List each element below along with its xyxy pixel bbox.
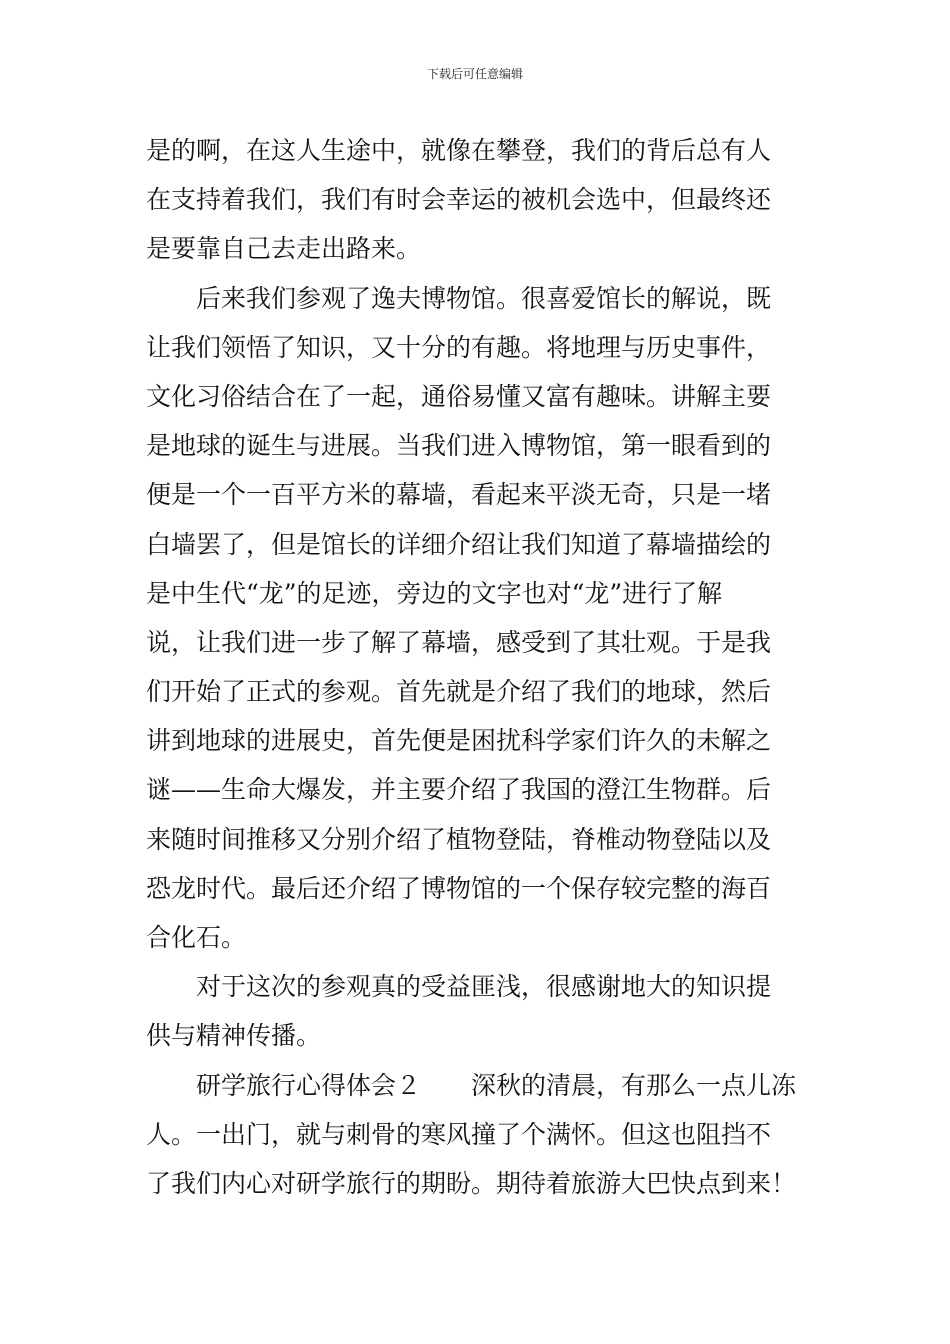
text-line: 讲到地球的进展史，首先便是困扰科学家们许久的未解之 [146,726,772,756]
text-line: 白墙罢了，但是馆长的详细介绍让我们知道了幕墙描绘的 [146,529,772,559]
text-line: 让我们领悟了知识，又十分的有趣。将地理与历史事件， [146,332,772,362]
text-line: 对于这次的参观真的受益匪浅，很感谢地大的知识提 [146,972,772,1002]
text-line: 谜——生命大爆发，并主要介绍了我国的澄江生物群。后 [146,775,772,805]
text-line: 是地球的诞生与进展。当我们进入博物馆，第一眼看到的 [146,431,772,461]
text-line: 恐龙时代。最后还介绍了博物馆的一个保存较完整的海百 [146,873,772,903]
document-body [146,126,808,1208]
text-line: 后来我们参观了逸夫博物馆。很喜爱馆长的解说，既 [146,283,772,313]
page-header: 下载后可任意编辑 [426,67,523,81]
text-line: 了我们内心对研学旅行的期盼。期待着旅游大巴快点到来！ [146,1168,797,1198]
text-line: 是中生代“龙”的足迹，旁边的文字也对“龙”进行了解 [146,578,723,608]
text-line: 供与精神传播。 [146,1021,322,1051]
text-line: 人。一出门，就与刺骨的寒风撞了个满怀。但这也阻挡不 [146,1119,772,1149]
text-line: 说，让我们进一步了解了幕墙，感受到了其壮观。于是我 [146,627,772,657]
text-line: 合化石。 [146,923,247,952]
text-line: 文化习俗结合在了一起，通俗易懂又富有趣味。讲解主要 [146,381,772,411]
text-line: 便是一个一百平方米的幕墙，看起来平淡无奇，只是一堵 [146,480,772,510]
text-line: 来随时间推移又分别介绍了植物登陆，脊椎动物登陆以及 [146,824,772,854]
text-line: 们开始了正式的参观。首先就是介绍了我们的地球，然后 [146,677,772,707]
text-line: 是要靠自己去走出路来。 [146,234,422,264]
text-line: 研学旅行心得体会２ 深秋的清晨，有那么一点儿冻 [146,1070,797,1100]
text-line: 是的啊，在这人生途中，就像在攀登，我们的背后总有人 [146,136,772,165]
text-line: 在支持着我们，我们有时会幸运的被机会选中，但最终还 [146,185,772,215]
